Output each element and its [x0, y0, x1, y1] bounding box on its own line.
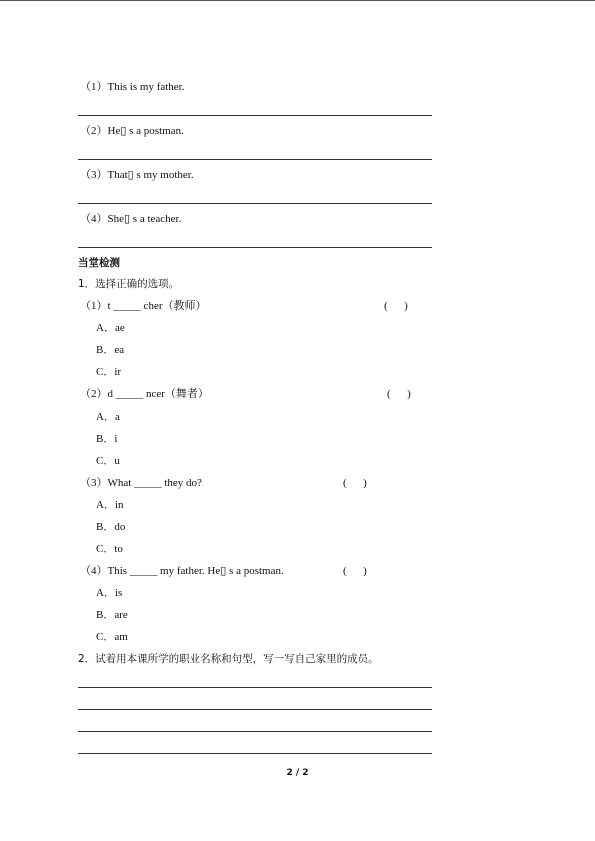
writing-line[interactable]: [78, 709, 432, 710]
answer-paren[interactable]: ( ): [343, 477, 367, 489]
answer-line: [78, 115, 432, 116]
writing-line[interactable]: [78, 731, 432, 732]
question-1-stem: 1．选择正确的选项。: [78, 278, 180, 290]
writing-line[interactable]: [78, 687, 432, 688]
option-a: A．ae: [96, 322, 125, 334]
option-c: C．am: [96, 631, 128, 643]
answer-paren[interactable]: ( ): [387, 388, 411, 400]
q1-item-1: （1）t _____ cher（教师）: [80, 300, 207, 312]
section-title: 当堂检测: [78, 257, 120, 269]
option-a: A．in: [96, 499, 124, 511]
option-c: C．to: [96, 543, 123, 555]
option-b: B．i: [96, 433, 118, 445]
answer-line: [78, 159, 432, 160]
translate-item-1: （1）This is my father.: [80, 81, 185, 93]
option-c: C．u: [96, 455, 120, 467]
answer-paren[interactable]: ( ): [384, 300, 408, 312]
option-a: A．a: [96, 411, 120, 423]
q1-item-2: （2）d _____ ncer（舞者）: [80, 388, 209, 400]
option-b: B．ea: [96, 344, 125, 356]
q1-item-4: （4）This _____ my father. He▯ s a postman.: [80, 565, 284, 577]
translate-item-4: （4）She▯ s a teacher.: [80, 213, 182, 225]
writing-line[interactable]: [78, 753, 432, 754]
answer-paren[interactable]: ( ): [343, 565, 367, 577]
answer-line: [78, 203, 432, 204]
translate-item-2: （2）He▯ s a postman.: [80, 125, 184, 137]
option-c: C．ir: [96, 366, 122, 378]
answer-line: [78, 247, 432, 248]
translate-item-3: （3）That▯ s my mother.: [80, 169, 194, 181]
option-b: B．do: [96, 521, 126, 533]
question-2-stem: 2．试着用本课所学的职业名称和句型，写一写自己家里的成员。: [78, 653, 379, 665]
page-number: 2 / 2: [286, 768, 309, 778]
q1-item-3: （3）What _____ they do?: [80, 477, 202, 489]
option-b: B．are: [96, 609, 128, 621]
page-top-border: [0, 0, 595, 1]
option-a: A．is: [96, 587, 123, 599]
